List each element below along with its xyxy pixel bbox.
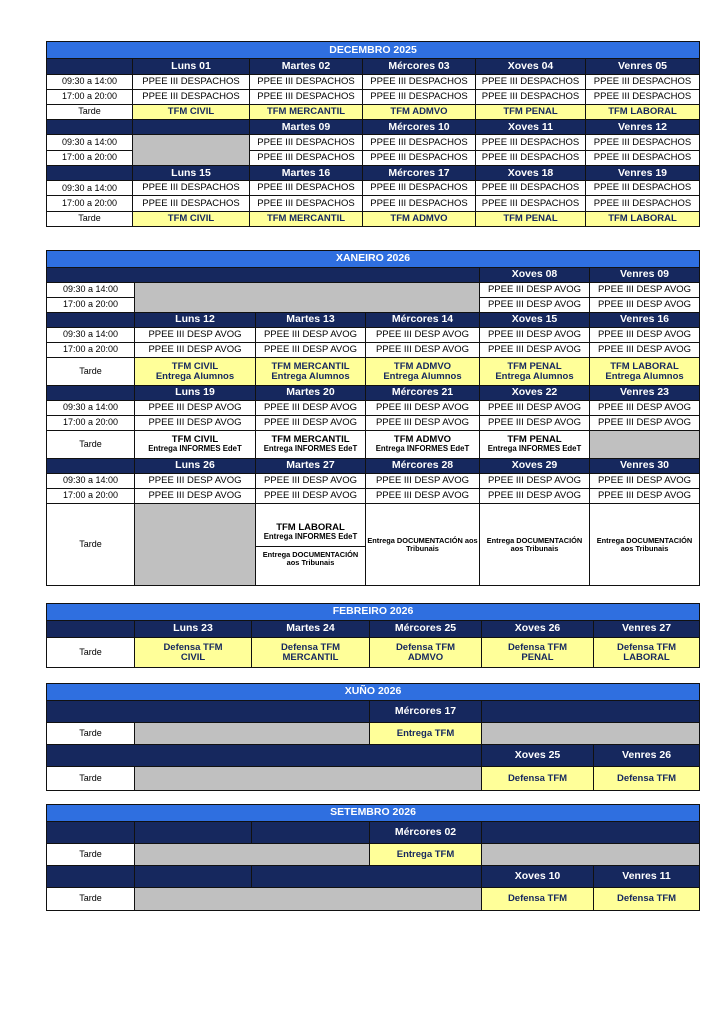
day-header: Venres 12 <box>586 120 700 135</box>
day-header: Luns 12 <box>135 313 256 328</box>
tfm-note: Entrega INFORMES EdeT <box>263 444 358 454</box>
tfm-note: Entrega INFORMES EdeT <box>487 444 582 454</box>
schedule-cell: PPEE III DESP AVOG <box>256 474 366 489</box>
day-header: Mércores 02 <box>370 822 482 844</box>
schedule-cell: PPEE III DESP AVOG <box>480 343 590 358</box>
schedule-cell: PPEE III DESP AVOG <box>366 343 480 358</box>
time-slot-afternoon: Tarde <box>47 767 135 791</box>
tfm-subject: TFM CIVIL <box>171 434 219 446</box>
schedule-cell: PPEE III DESPACHOS <box>133 196 250 211</box>
time-slot-evening: 17:00 a 20:00 <box>47 343 135 358</box>
schedule-cell: PPEE III DESP AVOG <box>256 401 366 416</box>
time-slot-afternoon: Tarde <box>47 104 133 119</box>
defensa-cell: Defensa TFM <box>594 767 700 791</box>
day-header: Xoves 04 <box>476 59 586 74</box>
header-empty <box>47 866 135 888</box>
schedule-cell: PPEE III DESP AVOG <box>366 416 480 431</box>
header-corner <box>47 59 133 74</box>
defensa-label: Defensa TFM <box>395 641 456 653</box>
defensa-cell: Defensa TFM <box>482 767 594 791</box>
tfm-subject: TFM ADMVO <box>393 434 452 446</box>
day-header: Martes 16 <box>250 165 363 180</box>
time-slot-evening: 17:00 a 20:00 <box>47 150 133 165</box>
schedule-cell: PPEE III DESP AVOG <box>135 489 256 504</box>
day-header: Luns 23 <box>135 621 252 638</box>
month-title: FEBREIRO 2026 <box>47 604 700 621</box>
tfm-subject: TFM MERCANTIL <box>271 360 350 372</box>
day-header: Xoves 29 <box>480 459 590 474</box>
day-header: Xoves 18 <box>476 165 586 180</box>
month-title: SETEMBRO 2026 <box>47 805 700 822</box>
time-slot-morning: 09:30 a 14:00 <box>47 74 133 89</box>
day-header: Venres 27 <box>594 621 700 638</box>
header-empty <box>47 822 135 844</box>
schedule-cell: PPEE III DESPACHOS <box>476 89 586 104</box>
schedule-cell: PPEE III DESP AVOG <box>590 401 700 416</box>
empty-cell <box>482 723 700 745</box>
day-header: Xoves 10 <box>482 866 594 888</box>
time-slot-afternoon: Tarde <box>47 211 133 226</box>
header-corner <box>47 165 133 180</box>
tfm-note: Entrega Alumnos <box>495 370 574 382</box>
schedule-cell: PPEE III DESPACHOS <box>586 74 700 89</box>
header-empty <box>47 745 482 767</box>
time-slot-morning: 09:30 a 14:00 <box>47 181 133 196</box>
schedule-cell: PPEE III DESPACHOS <box>476 196 586 211</box>
defensa-label: Defensa TFM <box>507 641 568 653</box>
schedule-cell: PPEE III DESP AVOG <box>480 416 590 431</box>
day-header: Martes 02 <box>250 59 363 74</box>
header-empty <box>135 866 252 888</box>
day-header: Mércores 17 <box>370 701 482 723</box>
header-empty <box>135 822 252 844</box>
schedule-cell: PPEE III DESPACHOS <box>476 150 586 165</box>
defensa-cell <box>370 638 482 668</box>
tfm-cell: TFM MERCANTIL <box>250 211 363 226</box>
time-slot-afternoon: Tarde <box>47 431 135 459</box>
defensa-cell <box>594 638 700 668</box>
defensa-subject: MERCANTIL <box>282 651 339 663</box>
schedule-cell: PPEE III DESP AVOG <box>135 401 256 416</box>
day-header: Mércores 14 <box>366 313 480 328</box>
tfm-cell: TFM CIVIL <box>133 211 250 226</box>
day-header: Xoves 26 <box>482 621 594 638</box>
schedule-cell: PPEE III DESP AVOG <box>590 474 700 489</box>
day-header: Luns 26 <box>135 459 256 474</box>
day-header: Martes 13 <box>256 313 366 328</box>
day-header: Luns 19 <box>135 386 256 401</box>
schedule-cell: PPEE III DESPACHOS <box>476 135 586 150</box>
tfm-subject: TFM PENAL <box>507 360 562 372</box>
tfm-informes-cell <box>480 431 590 459</box>
schedule-cell: PPEE III DESPACHOS <box>250 135 363 150</box>
table-january-2026 <box>46 250 700 586</box>
header-corner <box>47 621 135 638</box>
header-empty <box>482 822 700 844</box>
doc-cell: Entrega DOCUMENTACIÓN aos Tribunais <box>366 504 480 586</box>
header-corner <box>47 459 135 474</box>
defensa-label: Defensa TFM <box>616 641 677 653</box>
cell-divider <box>256 546 366 547</box>
day-header: Venres 09 <box>590 268 700 283</box>
schedule-cell: PPEE III DESPACHOS <box>133 181 250 196</box>
empty-cell <box>133 135 250 165</box>
table-september-2026 <box>46 804 700 911</box>
time-slot-afternoon: Tarde <box>47 638 135 668</box>
schedule-cell: PPEE III DESPACHOS <box>363 181 476 196</box>
time-slot-afternoon: Tarde <box>47 358 135 386</box>
defensa-cell: Defensa TFM <box>482 888 594 911</box>
header-corner <box>47 313 135 328</box>
laboral-informes-cell <box>256 504 366 586</box>
schedule-cell: PPEE III DESP AVOG <box>480 328 590 343</box>
schedule-cell: PPEE III DESPACHOS <box>586 196 700 211</box>
schedule-cell: PPEE III DESP AVOG <box>135 343 256 358</box>
schedule-cell: PPEE III DESP AVOG <box>366 401 480 416</box>
tfm-subject: TFM MERCANTIL <box>271 434 350 446</box>
schedule-cell: PPEE III DESP AVOG <box>480 401 590 416</box>
schedule-cell: PPEE III DESPACHOS <box>133 74 250 89</box>
time-slot-evening: 17:00 a 20:00 <box>47 196 133 211</box>
time-slot-evening: 17:00 a 20:00 <box>47 489 135 504</box>
header-empty <box>47 701 370 723</box>
schedule-cell: PPEE III DESP AVOG <box>256 489 366 504</box>
schedule-cell: PPEE III DESP AVOG <box>590 328 700 343</box>
header-empty <box>133 120 250 135</box>
day-header: Mércores 28 <box>366 459 480 474</box>
tfm-subject: TFM LABORAL <box>276 521 345 533</box>
defensa-label: Defensa TFM <box>163 641 223 653</box>
day-header: Venres 11 <box>594 866 700 888</box>
schedule-cell: PPEE III DESPACHOS <box>250 196 363 211</box>
defensa-subject: LABORAL <box>623 651 670 663</box>
day-header: Martes 27 <box>256 459 366 474</box>
table-february-2026 <box>46 603 700 668</box>
schedule-cell: PPEE III DESPACHOS <box>363 74 476 89</box>
schedule-cell: PPEE III DESP AVOG <box>590 489 700 504</box>
tfm-informes-cell <box>256 431 366 459</box>
doc-note: Entrega DOCUMENTACIÓN aos Tribunais <box>262 549 359 567</box>
tfm-note: Entrega INFORMES EdeT <box>148 444 242 454</box>
tfm-cell: TFM LABORAL <box>586 104 700 119</box>
header-empty <box>47 268 480 283</box>
month-title: DECEMBRO 2025 <box>47 42 700 59</box>
empty-cell <box>135 723 370 745</box>
schedule-cell: PPEE III DESPACHOS <box>586 150 700 165</box>
time-slot-afternoon: Tarde <box>47 844 135 866</box>
schedule-cell: PPEE III DESPACHOS <box>476 74 586 89</box>
tfm-cell: TFM LABORAL <box>586 211 700 226</box>
entrega-cell: Entrega TFM <box>370 723 482 745</box>
time-slot-evening: 17:00 a 20:00 <box>47 416 135 431</box>
schedule-cell: PPEE III DESPACHOS <box>250 181 363 196</box>
schedule-cell: PPEE III DESPACHOS <box>363 135 476 150</box>
header-empty <box>482 701 700 723</box>
day-header: Venres 23 <box>590 386 700 401</box>
day-header: Mércores 03 <box>363 59 476 74</box>
tfm-cell <box>135 358 256 386</box>
month-title: XANEIRO 2026 <box>47 251 700 268</box>
day-header: Xoves 11 <box>476 120 586 135</box>
day-header: Luns 01 <box>133 59 250 74</box>
day-header: Venres 30 <box>590 459 700 474</box>
tfm-note: Entrega Alumnos <box>155 370 235 382</box>
schedule-cell: PPEE III DESP AVOG <box>256 328 366 343</box>
tfm-cell: TFM ADMVO <box>363 211 476 226</box>
empty-cell <box>135 283 480 313</box>
time-slot-morning: 09:30 a 14:00 <box>47 328 135 343</box>
schedule-cell: PPEE III DESPACHOS <box>133 89 250 104</box>
day-header: Venres 19 <box>586 165 700 180</box>
schedule-cell: PPEE III DESP AVOG <box>480 298 590 313</box>
schedule-cell: PPEE III DESP AVOG <box>590 343 700 358</box>
doc-cell: Entrega DOCUMENTACIÓN aos Tribunais <box>480 504 590 586</box>
header-empty <box>252 866 482 888</box>
schedule-cell: PPEE III DESP AVOG <box>590 416 700 431</box>
tfm-note: Entrega INFORMES EdeT <box>263 531 358 541</box>
time-slot-afternoon: Tarde <box>47 723 135 745</box>
time-slot-afternoon: Tarde <box>47 888 135 911</box>
defensa-cell <box>135 638 252 668</box>
defensa-cell <box>252 638 370 668</box>
defensa-subject: CIVIL <box>180 651 206 663</box>
day-header: Xoves 08 <box>480 268 590 283</box>
tfm-informes-cell <box>135 431 256 459</box>
time-slot-morning: 09:30 a 14:00 <box>47 474 135 489</box>
defensa-label: Defensa TFM <box>280 641 341 653</box>
defensa-subject: PENAL <box>521 651 554 663</box>
day-header: Venres 05 <box>586 59 700 74</box>
tfm-note: Entrega Alumnos <box>605 370 684 382</box>
schedule-cell: PPEE III DESPACHOS <box>586 181 700 196</box>
empty-cell <box>135 844 370 866</box>
month-title: XUÑO 2026 <box>47 684 700 701</box>
empty-cell <box>135 888 482 911</box>
schedule-cell: PPEE III DESPACHOS <box>476 181 586 196</box>
schedule-cell: PPEE III DESPACHOS <box>586 89 700 104</box>
time-slot-morning: 09:30 a 14:00 <box>47 401 135 416</box>
schedule-cell: PPEE III DESP AVOG <box>135 328 256 343</box>
empty-cell <box>135 767 482 791</box>
tfm-subject: TFM CIVIL <box>171 360 219 372</box>
schedule-cell: PPEE III DESPACHOS <box>363 196 476 211</box>
tfm-cell: TFM MERCANTIL <box>250 104 363 119</box>
tfm-cell: TFM PENAL <box>476 104 586 119</box>
empty-cell <box>135 504 256 586</box>
schedule-cell: PPEE III DESP AVOG <box>480 489 590 504</box>
tfm-subject: TFM LABORAL <box>610 360 679 372</box>
defensa-cell: Defensa TFM <box>594 888 700 911</box>
time-slot-evening: 17:00 a 20:00 <box>47 89 133 104</box>
tfm-cell: TFM ADMVO <box>363 104 476 119</box>
defensa-cell <box>482 638 594 668</box>
schedule-cell: PPEE III DESPACHOS <box>363 89 476 104</box>
schedule-cell: PPEE III DESPACHOS <box>586 135 700 150</box>
schedule-cell: PPEE III DESPACHOS <box>250 74 363 89</box>
schedule-cell: PPEE III DESP AVOG <box>256 416 366 431</box>
table-june-2026 <box>46 683 700 791</box>
header-empty <box>252 822 370 844</box>
time-slot-morning: 09:30 a 14:00 <box>47 135 133 150</box>
day-header: Martes 09 <box>250 120 363 135</box>
schedule-cell: PPEE III DESPACHOS <box>250 150 363 165</box>
day-header: Luns 15 <box>133 165 250 180</box>
empty-cell <box>482 844 700 866</box>
tfm-note: Entrega Alumnos <box>271 370 350 382</box>
day-header: Martes 24 <box>252 621 370 638</box>
time-slot-evening: 17:00 a 20:00 <box>47 298 135 313</box>
day-header: Venres 16 <box>590 313 700 328</box>
doc-cell: Entrega DOCUMENTACIÓN aos Tribunais <box>590 504 700 586</box>
day-header: Martes 20 <box>256 386 366 401</box>
day-header: Venres 26 <box>594 745 700 767</box>
schedule-cell: PPEE III DESP AVOG <box>366 489 480 504</box>
schedule-cell: PPEE III DESP AVOG <box>590 298 700 313</box>
time-slot-afternoon: Tarde <box>47 504 135 586</box>
empty-cell <box>590 431 700 459</box>
day-header: Xoves 25 <box>482 745 594 767</box>
schedule-cell: PPEE III DESP AVOG <box>135 474 256 489</box>
tfm-note: Entrega Alumnos <box>383 370 462 382</box>
day-header: Xoves 22 <box>480 386 590 401</box>
header-corner <box>47 386 135 401</box>
header-corner <box>47 120 133 135</box>
schedule-cell: PPEE III DESP AVOG <box>256 343 366 358</box>
tfm-informes-cell <box>366 431 480 459</box>
schedule-cell: PPEE III DESP AVOG <box>366 328 480 343</box>
schedule-cell: PPEE III DESPACHOS <box>363 150 476 165</box>
tfm-subject: TFM ADMVO <box>393 360 452 372</box>
day-header: Mércores 21 <box>366 386 480 401</box>
day-header: Mércores 10 <box>363 120 476 135</box>
time-slot-morning: 09:30 a 14:00 <box>47 283 135 298</box>
tfm-cell: TFM PENAL <box>476 211 586 226</box>
tfm-subject: TFM PENAL <box>507 434 562 446</box>
schedule-cell: PPEE III DESP AVOG <box>480 283 590 298</box>
schedule-cell: PPEE III DESP AVOG <box>590 283 700 298</box>
tfm-cell <box>256 358 366 386</box>
schedule-cell: PPEE III DESP AVOG <box>480 474 590 489</box>
schedule-cell: PPEE III DESP AVOG <box>366 474 480 489</box>
schedule-cell: PPEE III DESPACHOS <box>250 89 363 104</box>
schedule-cell: PPEE III DESP AVOG <box>135 416 256 431</box>
day-header: Xoves 15 <box>480 313 590 328</box>
tfm-cell <box>480 358 590 386</box>
tfm-cell: TFM CIVIL <box>133 104 250 119</box>
day-header: Mércores 17 <box>363 165 476 180</box>
day-header: Mércores 25 <box>370 621 482 638</box>
tfm-note: Entrega INFORMES EdeT <box>375 444 470 454</box>
defensa-subject: ADMVO <box>407 651 444 663</box>
tfm-cell <box>590 358 700 386</box>
table-december-2025 <box>46 41 700 227</box>
entrega-cell: Entrega TFM <box>370 844 482 866</box>
tfm-cell <box>366 358 480 386</box>
